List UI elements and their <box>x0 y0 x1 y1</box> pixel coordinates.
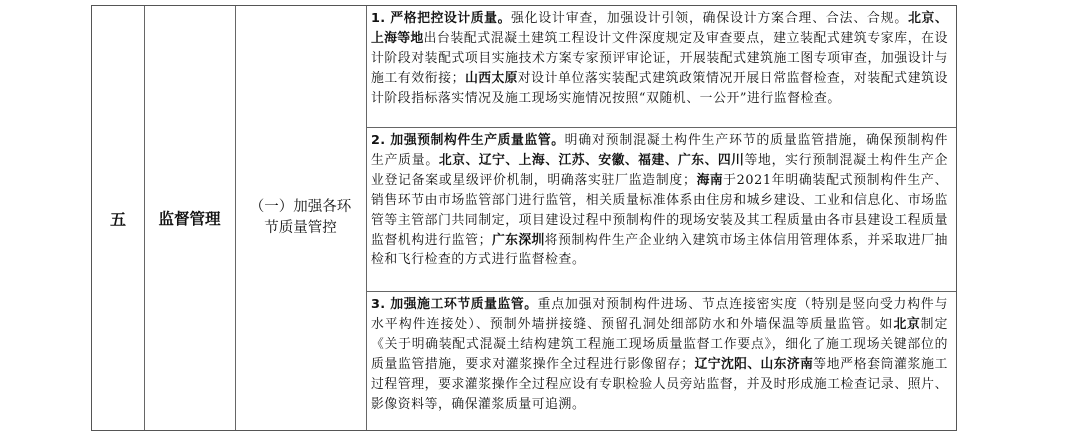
category-label: 监督管理 <box>158 210 221 228</box>
measure-segment: 制定《关于明确装配式混凝土结构建筑工程施工现场质量监督工作要点》，细化了施工现场关键部位的质量监管措施，要求对灌浆操作全过程进行影像留存； <box>371 316 948 372</box>
measure-segment: 对设计单位落实装配式建筑政策情况开展日常监督检查，对装配式建筑设计阶段指标落实情况及施工现场实施情况按照“双随机、一公开”进行监督检查。 <box>371 70 949 106</box>
measure-item-design-quality <box>366 6 956 127</box>
measures-column <box>366 6 956 430</box>
measure-segment: 明确对预制混凝土构件生产环节的质量监管措施，确保预制构件生产质量。 <box>371 133 948 168</box>
measure-item-construction-quality <box>366 291 956 430</box>
measure-segment: 强化设计审查，加强设计引领，确保设计方案合理、合法、合规。 <box>510 11 909 26</box>
measure-segment: 出台装配式混凝土建筑工程设计文件深度规定及审查要点，建立装配式建筑专家库，在设计阶段对装配式项目实施技术方案专家预评审论证，开展装配式建筑施工图专项审查，加强设计与施工有效衔接； <box>371 30 948 86</box>
measure-segment: 北京 <box>893 316 921 332</box>
row-number-cell <box>92 6 144 430</box>
measure-segment: 将预制构件生产企业纳入建筑市场主体信用管理体系，并采取进厂抽检和飞行检查的方式进行监督检查。 <box>371 232 948 268</box>
measure-segment: 1. 严格把控设计质量。 <box>371 11 511 26</box>
measure-segment: 广东深圳 <box>491 232 545 248</box>
measure-segment: 2. 加强预制构件生产质量监管。 <box>371 133 565 148</box>
subcategory-cell <box>235 6 366 430</box>
measure-segment: 等地，实行预制混凝土构件生产企业登记备案或星级评价机制，明确落实驻厂监造制度； <box>371 152 949 188</box>
measure-segment: 3. 加强施工环节质量监管。 <box>371 297 538 312</box>
row-number: 五 <box>109 209 126 229</box>
measure-segment: 海南 <box>696 172 724 188</box>
measure-segment: 北京、辽宁、上海、江苏、安徽、福建、广东、四川 <box>438 152 745 168</box>
measure-segment: 北京、上海等地 <box>371 11 948 46</box>
measure-segment: 于2021年明确装配式预制构件生产、销售环节由市场监管部门进行监管，相关质量标准体系由住房和城乡建设、工业和信息化、市场监管等主管部门共同制定，项目建设过程中预制构件的现场安装及其工程质量由各市县建设工程质量监督机构进行监管； <box>371 172 948 248</box>
measure-item-prefab-production <box>366 127 956 291</box>
subcategory-label: （一）加强各环节质量管控 <box>249 199 352 236</box>
measure-segment: 重点加强对预制构件进场、节点连接密实度（特别是竖向受力构件与水平构件连接处）、预制外墙拼接缝、预留孔洞处细部防水和外墙保温等质量监管。如 <box>371 297 948 332</box>
measure-segment: 山西太原 <box>465 70 518 86</box>
measure-segment: 辽宁沈阳、山东济南 <box>694 356 814 372</box>
category-cell <box>144 6 235 430</box>
policy-table <box>91 5 957 431</box>
measure-segment: 等地严格套筒灌浆施工过程管理，要求灌浆操作全过程应设有专职检验人员旁站监督，并及时形成施工检查记录、照片、影像资料等，确保灌浆质量可追溯。 <box>371 356 949 412</box>
